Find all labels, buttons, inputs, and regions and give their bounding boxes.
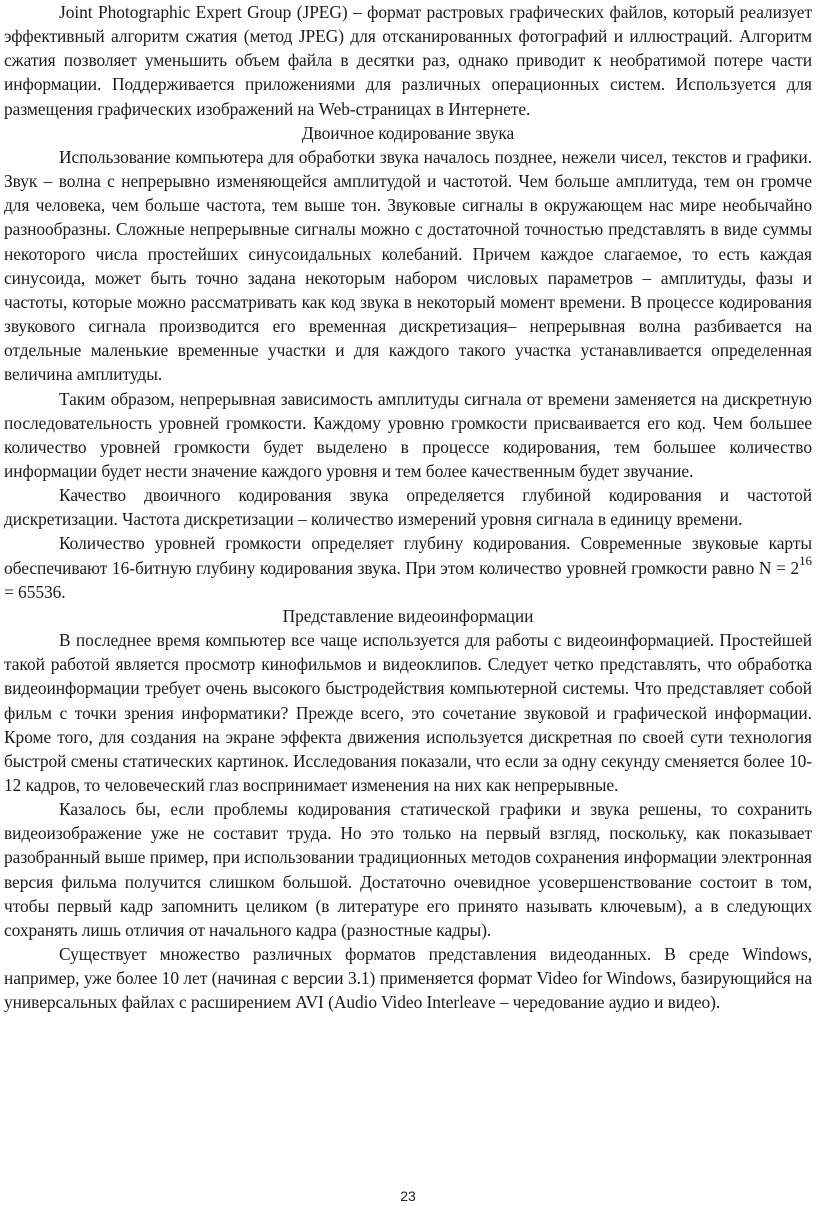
- power-exponent: 16: [799, 552, 812, 568]
- section-heading-audio: Двоичное кодирование звука: [301, 122, 515, 143]
- paragraph-audio-3: Качество двоичного кодирования звука определяется глубиной кодирования и частотой дискретизации. Частота дискретизации – количество измерений уровня сигнала в единицу времени.: [4, 485, 812, 530]
- paragraph-jpeg: Joint Photographic Expert Group (JPEG) – формат растровых графических файлов, который реализует эффективный алгоритм сжатия (метод JPEG) для отсканированных фотографий и иллюстраций. Алгоритм сжатия позволяет уменьшить объем файла в десятки раз, однако приводит к необратимой потере части информации. Поддерживается приложениями для различных операционных систем. Используется для размещения графических изображений на Web-страницах в Интернете.: [4, 2, 812, 119]
- paragraph-video-2: Казалось бы, если проблемы кодирования статической графики и звука решены, то сохранить видеоизображение уже не составит труда. Но это только на первый взгляд, поскольку, как показывает разобранный выше пример, при использовании традиционных методов сохранения информации электронная версия фильма получится слишком большой. Достаточно очевидное усовершенствование состоит в том, чтобы первый кадр запомнить целиком (в литературе его принято называть ключевым), а в следующих сохранять лишь отличия от начального кадра (разностные кадры).: [4, 799, 812, 940]
- paragraph-audio-1: Использование компьютера для обработки звука началось позднее, нежели чисел, текстов и графики. Звук – волна с непрерывно изменяющейся амплитудой и частотой. Чем больше амплитуда, тем он громче для человека, чем больше частота, тем выше тон. Звуковые сигналы в окружающем нас мире необычайно разнообразны. Сложные непрерывные сигналы можно с достаточной точностью представлять в виде суммы некоторого числа простейших синусоидальных колебаний. Причем каждое слагаемое, то есть каждая синусоида, может быть точно задана некоторым набором числовых параметров – амплитуды, фазы и частоты, которые можно рассматривать как код звука в некоторый момент времени. В процессе кодирования звукового сигнала производится его временная дискретизация– непрерывная волна разбивается на отдельные маленькие временные участки и для каждого такого участка устанавливается определенная величина амплитуды.: [4, 146, 812, 385]
- paragraph-video-3: Существует множество различных форматов представления видеоданных. В среде Windows, например, уже более 10 лет (начиная с версии 3.1) применяется формат Video for Windows, базирующийся на универсальных файлах с расширением AVI (Audio Video Interleave – чередование аудио и видео).: [4, 944, 812, 1013]
- paragraph-video-1: В последнее время компьютер все чаще используется для работы с видеоинформацией. Простейшей такой работой является просмотр кинофильмов и видеоклипов. Следует четко представлять, что обработка видеоинформации требует очень высокого быстродействия компьютерной системы. Что представляет собой фильм с точки зрения информатики? Прежде всего, это сочетание звуковой и графической информации. Кроме того, для создания на экране эффекта движения используется дискретная по своей сути технология быстрой смены статических картинок. Исследования показали, что если за одну секунду сменяется более 10-12 кадров, то человеческий глаз воспринимает изменения на них как непрерывные.: [4, 630, 812, 795]
- paragraph-audio-4: [4, 531, 812, 603]
- document-body: [4, 0, 812, 1015]
- section-heading-video: Представление видеоинформации: [282, 605, 534, 626]
- paragraph-audio-4-tail: = 65536.: [4, 581, 66, 602]
- page-number: 23: [400, 1188, 416, 1204]
- paragraph-audio-2: Таким образом, непрерывная зависимость амплитуды сигнала от времени заменяется на дискретную последовательность уровней громкости. Каждому уровню громкости присваивается его код. Чем большее количество уровней громкости будет выделено в процессе кодирования, тем большее количество информации будет нести значение каждого уровня и тем более качественным будет звучание.: [4, 388, 812, 481]
- paragraph-audio-4-text: Количество уровней громкости определяет глубину кодирования. Современные звуковые карты обеспечивают 16-битную глубину кодирования звука. При этом количество уровней громкости равно N = 2: [4, 533, 812, 578]
